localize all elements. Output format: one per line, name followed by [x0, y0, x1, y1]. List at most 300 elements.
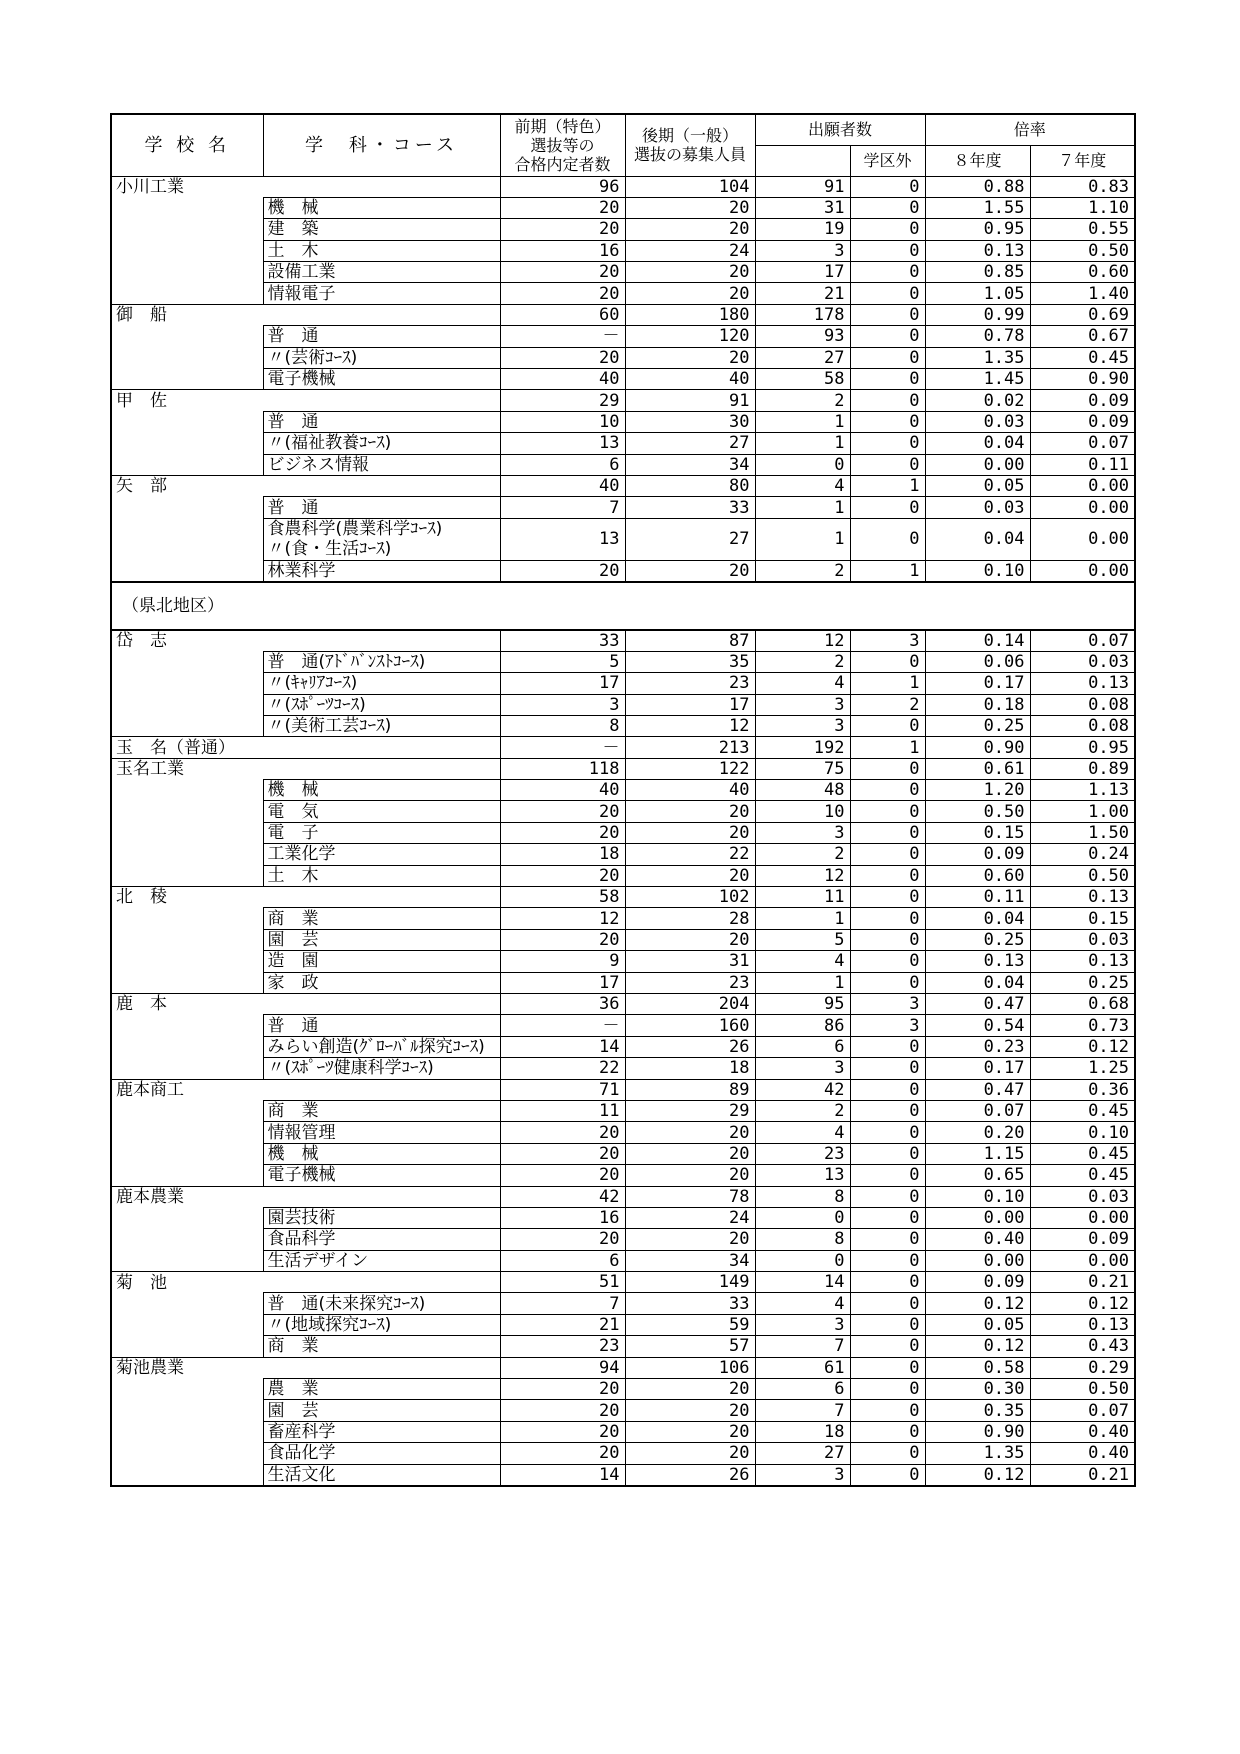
early-count: 13 — [500, 518, 625, 560]
applicant-count: 10 — [755, 801, 850, 822]
outside-count: 0 — [850, 651, 925, 672]
early-count: 58 — [500, 887, 625, 908]
ratio-y8: 0.47 — [925, 994, 1030, 1015]
table-row — [111, 651, 1135, 672]
school-name — [111, 411, 263, 432]
applicant-count: 3 — [755, 1058, 850, 1079]
applicant-count: 18 — [755, 1421, 850, 1442]
ratio-y7: 0.03 — [1030, 651, 1135, 672]
applicant-count: 178 — [755, 304, 850, 325]
outside-count: 0 — [850, 1379, 925, 1400]
late-quota: 20 — [625, 197, 755, 218]
late-quota: 33 — [625, 497, 755, 518]
school-row — [111, 887, 1135, 908]
ratio-y7: 1.13 — [1030, 780, 1135, 801]
ratio-y8: 0.04 — [925, 908, 1030, 929]
dept-cell: 食品科学 — [263, 1229, 500, 1250]
applicant-count: 2 — [755, 651, 850, 672]
outside-count: 1 — [850, 737, 925, 758]
late-quota: 89 — [625, 1079, 755, 1100]
school-row — [111, 176, 1135, 197]
dept-cell — [263, 518, 500, 560]
school-row — [111, 1186, 1135, 1207]
applicant-count: 14 — [755, 1272, 850, 1293]
dept-cell: 建 築 — [263, 219, 500, 240]
applicant-count: 1 — [755, 411, 850, 432]
early-count: 42 — [500, 1186, 625, 1207]
outside-count: 0 — [850, 951, 925, 972]
ratio-y8: 0.15 — [925, 822, 1030, 843]
school-name — [111, 822, 263, 843]
outside-count: 0 — [850, 1207, 925, 1228]
outside-count: 0 — [850, 1186, 925, 1207]
outside-count: 0 — [850, 1272, 925, 1293]
ratio-y8: 0.00 — [925, 1250, 1030, 1271]
dept-cell: 機 械 — [263, 780, 500, 801]
dept-cell: 機 械 — [263, 197, 500, 218]
ratio-y8: 0.09 — [925, 844, 1030, 865]
outside-count: 0 — [850, 411, 925, 432]
outside-count: 0 — [850, 758, 925, 779]
ratio-y8: 0.25 — [925, 715, 1030, 736]
late-quota: 59 — [625, 1314, 755, 1335]
applicant-count: 75 — [755, 758, 850, 779]
school-name — [111, 497, 263, 518]
outside-count: 0 — [850, 1250, 925, 1271]
school-name — [111, 240, 263, 261]
applicant-count: 4 — [755, 1122, 850, 1143]
ratio-y7: 0.60 — [1030, 262, 1135, 283]
late-quota: 33 — [625, 1293, 755, 1314]
ratio-y8: 0.04 — [925, 518, 1030, 560]
ratio-y7: 0.08 — [1030, 694, 1135, 715]
outside-count: 0 — [850, 1357, 925, 1378]
school-row — [111, 390, 1135, 411]
applicant-count: 2 — [755, 1100, 850, 1121]
ratio-y7: 1.25 — [1030, 1058, 1135, 1079]
table-row — [111, 1379, 1135, 1400]
ratio-y7: 0.00 — [1030, 475, 1135, 496]
late-quota: 20 — [625, 1400, 755, 1421]
ratio-y7: 0.11 — [1030, 454, 1135, 475]
outside-count: 0 — [850, 929, 925, 950]
ratio-y8: 0.00 — [925, 454, 1030, 475]
outside-count: 1 — [850, 673, 925, 694]
ratio-y7: 0.12 — [1030, 1293, 1135, 1314]
ratio-y8: 1.20 — [925, 780, 1030, 801]
table-row — [111, 240, 1135, 261]
dept-cell — [263, 887, 500, 908]
ratio-y7: 1.50 — [1030, 822, 1135, 843]
late-quota: 27 — [625, 518, 755, 560]
dept-cell — [263, 1079, 500, 1100]
school-name: 北 稜 — [111, 887, 263, 908]
school-name — [111, 1293, 263, 1314]
applicant-count: 91 — [755, 176, 850, 197]
dept-cell: 普 通(未来探究ｺｰｽ) — [263, 1293, 500, 1314]
school-name — [111, 865, 263, 886]
late-quota: 120 — [625, 326, 755, 347]
applicant-count: 1 — [755, 908, 850, 929]
ratio-y8: 0.40 — [925, 1229, 1030, 1250]
dept-cell — [263, 475, 500, 496]
early-count: 12 — [500, 908, 625, 929]
school-name: 鹿本農業 — [111, 1186, 263, 1207]
outside-count: 0 — [850, 1036, 925, 1057]
early-count: 16 — [500, 1207, 625, 1228]
applicant-count: 3 — [755, 694, 850, 715]
school-name — [111, 951, 263, 972]
ratio-y7: 0.00 — [1030, 560, 1135, 582]
applicant-count: 7 — [755, 1336, 850, 1357]
applicant-count: 19 — [755, 219, 850, 240]
ratio-y7: 0.40 — [1030, 1443, 1135, 1464]
header-year7: ７年度 — [1030, 145, 1135, 176]
dept-cell: 土 木 — [263, 865, 500, 886]
applicant-count: 3 — [755, 822, 850, 843]
school-name — [111, 694, 263, 715]
early-count: 18 — [500, 844, 625, 865]
table-row — [111, 1229, 1135, 1250]
applicant-count: 8 — [755, 1229, 850, 1250]
school-name — [111, 1229, 263, 1250]
school-name — [111, 347, 263, 368]
early-count: 17 — [500, 972, 625, 993]
early-count: 71 — [500, 1079, 625, 1100]
outside-count: 0 — [850, 176, 925, 197]
ratio-y8: 1.35 — [925, 347, 1030, 368]
ratio-y8: 0.03 — [925, 411, 1030, 432]
table-row — [111, 1400, 1135, 1421]
early-count: 60 — [500, 304, 625, 325]
ratio-y8: 0.95 — [925, 219, 1030, 240]
outside-count: 0 — [850, 844, 925, 865]
applicant-count: 3 — [755, 715, 850, 736]
applicant-count: 5 — [755, 929, 850, 950]
late-quota: 104 — [625, 176, 755, 197]
late-quota: 149 — [625, 1272, 755, 1293]
ratio-y7: 0.07 — [1030, 630, 1135, 652]
school-name: 御 船 — [111, 304, 263, 325]
dept-cell: 電子機械 — [263, 1165, 500, 1186]
early-count: 20 — [500, 347, 625, 368]
table-row — [111, 951, 1135, 972]
dept-cell: 電 気 — [263, 801, 500, 822]
early-count: 20 — [500, 1379, 625, 1400]
ratio-y8: 0.04 — [925, 972, 1030, 993]
dept-cell: 普 通 — [263, 326, 500, 347]
early-count: 7 — [500, 1293, 625, 1314]
outside-count: 0 — [850, 1400, 925, 1421]
outside-count: 0 — [850, 197, 925, 218]
header-late-l2: 選抜の募集人員 — [633, 145, 746, 165]
dept-cell: 造 園 — [263, 951, 500, 972]
dept-cell: 生活文化 — [263, 1464, 500, 1486]
ratio-y7: 0.55 — [1030, 219, 1135, 240]
applicant-count: 4 — [755, 475, 850, 496]
ratio-y7: 0.10 — [1030, 1122, 1135, 1143]
outside-count: 1 — [850, 475, 925, 496]
outside-count: 0 — [850, 1464, 925, 1486]
applicant-count: 27 — [755, 1443, 850, 1464]
table-row — [111, 497, 1135, 518]
table-row — [111, 972, 1135, 993]
early-count: 20 — [500, 1143, 625, 1164]
school-row — [111, 1272, 1135, 1293]
applicant-count: 1 — [755, 497, 850, 518]
table-row — [111, 1336, 1135, 1357]
ratio-y7: 0.21 — [1030, 1464, 1135, 1486]
late-quota: 80 — [625, 475, 755, 496]
ratio-y8: 0.12 — [925, 1336, 1030, 1357]
outside-count: 0 — [850, 972, 925, 993]
ratio-y7: 0.08 — [1030, 715, 1135, 736]
ratio-y8: 0.35 — [925, 1400, 1030, 1421]
dept-cell: 園 芸 — [263, 929, 500, 950]
early-count: 20 — [500, 865, 625, 886]
ratio-y7: 0.50 — [1030, 865, 1135, 886]
applicant-count: 192 — [755, 737, 850, 758]
applicant-count: 0 — [755, 1207, 850, 1228]
table-row — [111, 1421, 1135, 1442]
applicant-count: 3 — [755, 240, 850, 261]
outside-count: 0 — [850, 908, 925, 929]
applicant-count: 8 — [755, 1186, 850, 1207]
early-count: 20 — [500, 1122, 625, 1143]
outside-count: 0 — [850, 780, 925, 801]
table-row — [111, 908, 1135, 929]
applicant-count: 3 — [755, 1314, 850, 1335]
dept-cell — [263, 737, 500, 758]
dept-cell: 情報管理 — [263, 1122, 500, 1143]
outside-count: 0 — [850, 1314, 925, 1335]
late-quota: 20 — [625, 1122, 755, 1143]
applicant-count: 21 — [755, 283, 850, 304]
applicant-count: 1 — [755, 433, 850, 454]
outside-count: 0 — [850, 1336, 925, 1357]
ratio-y7: 0.45 — [1030, 347, 1135, 368]
dept-cell — [263, 390, 500, 411]
late-quota: 26 — [625, 1036, 755, 1057]
outside-count: 0 — [850, 865, 925, 886]
school-name — [111, 219, 263, 240]
school-name: 玉名工業 — [111, 758, 263, 779]
school-name — [111, 560, 263, 582]
outside-count: 0 — [850, 1421, 925, 1442]
dept-cell — [263, 1272, 500, 1293]
early-count: － — [500, 1015, 625, 1036]
applicant-count: 0 — [755, 454, 850, 475]
dept-cell: 〃(ｷｬﾘｱｺｰｽ) — [263, 673, 500, 694]
table-row — [111, 1165, 1135, 1186]
school-name: 鹿本商工 — [111, 1079, 263, 1100]
early-count: 3 — [500, 694, 625, 715]
table-row — [111, 433, 1135, 454]
applicant-count: 3 — [755, 1464, 850, 1486]
ratio-y7: 0.12 — [1030, 1036, 1135, 1057]
late-quota: 23 — [625, 673, 755, 694]
outside-count: 3 — [850, 1015, 925, 1036]
table-row — [111, 560, 1135, 582]
late-quota: 91 — [625, 390, 755, 411]
ratio-y8: 0.02 — [925, 390, 1030, 411]
ratio-y7: 0.03 — [1030, 929, 1135, 950]
ratio-y7: 0.15 — [1030, 908, 1135, 929]
region-row — [111, 582, 1135, 630]
outside-count: 0 — [850, 369, 925, 390]
outside-count: 0 — [850, 1058, 925, 1079]
applicant-count: 7 — [755, 1400, 850, 1421]
dept-cell: 園芸技術 — [263, 1207, 500, 1228]
early-count: 17 — [500, 673, 625, 694]
ratio-y7: 1.00 — [1030, 801, 1135, 822]
early-count: － — [500, 326, 625, 347]
table-row — [111, 326, 1135, 347]
late-quota: 34 — [625, 1250, 755, 1271]
header-year8: ８年度 — [925, 145, 1030, 176]
ratio-y8: 1.15 — [925, 1143, 1030, 1164]
early-count: 14 — [500, 1464, 625, 1486]
applicant-count: 11 — [755, 887, 850, 908]
table-row — [111, 801, 1135, 822]
ratio-y7: 0.83 — [1030, 176, 1135, 197]
table-row — [111, 865, 1135, 886]
early-count: 13 — [500, 433, 625, 454]
school-name — [111, 1143, 263, 1164]
ratio-y8: 0.12 — [925, 1293, 1030, 1314]
outside-count: 0 — [850, 801, 925, 822]
dept-cell: 機 械 — [263, 1143, 500, 1164]
late-quota: 24 — [625, 240, 755, 261]
applicant-count: 27 — [755, 347, 850, 368]
dept-cell: 普 通 — [263, 411, 500, 432]
table-row — [111, 1036, 1135, 1057]
early-count: 6 — [500, 1250, 625, 1271]
ratio-y7: 0.40 — [1030, 1421, 1135, 1442]
table-row — [111, 1314, 1135, 1335]
school-name — [111, 1036, 263, 1057]
ratio-y8: 0.14 — [925, 630, 1030, 652]
ratio-y7: 0.36 — [1030, 1079, 1135, 1100]
early-count: 9 — [500, 951, 625, 972]
ratio-y8: 0.10 — [925, 560, 1030, 582]
table-row — [111, 262, 1135, 283]
school-name — [111, 1100, 263, 1121]
ratio-y7: 0.21 — [1030, 1272, 1135, 1293]
header-outside-district: 学区外 — [850, 145, 925, 176]
dept-cell: 生活デザイン — [263, 1250, 500, 1271]
outside-count: 0 — [850, 283, 925, 304]
early-count: 20 — [500, 929, 625, 950]
late-quota: 31 — [625, 951, 755, 972]
school-name — [111, 715, 263, 736]
ratio-y7: 0.45 — [1030, 1165, 1135, 1186]
outside-count: 0 — [850, 887, 925, 908]
ratio-y7: 0.07 — [1030, 433, 1135, 454]
school-name — [111, 433, 263, 454]
header-late-l1: 後期（一般） — [641, 126, 738, 146]
school-name: 菊池農業 — [111, 1357, 263, 1378]
early-count: 20 — [500, 1443, 625, 1464]
dept-cell: 土 木 — [263, 240, 500, 261]
table-row — [111, 411, 1135, 432]
dept-cell: 電 子 — [263, 822, 500, 843]
outside-count: 3 — [850, 994, 925, 1015]
table-row — [111, 715, 1135, 736]
school-name: 甲 佐 — [111, 390, 263, 411]
ratio-y8: 1.45 — [925, 369, 1030, 390]
table-row — [111, 673, 1135, 694]
school-name: 菊 池 — [111, 1272, 263, 1293]
school-name — [111, 1400, 263, 1421]
ratio-y8: 1.05 — [925, 283, 1030, 304]
school-name — [111, 929, 263, 950]
ratio-y7: 0.29 — [1030, 1357, 1135, 1378]
late-quota: 20 — [625, 347, 755, 368]
dept-cell: 商 業 — [263, 1100, 500, 1121]
ratio-y7: 0.67 — [1030, 326, 1135, 347]
early-count: 36 — [500, 994, 625, 1015]
late-quota: 106 — [625, 1357, 755, 1378]
table-row — [111, 1464, 1135, 1486]
ratio-y8: 0.58 — [925, 1357, 1030, 1378]
header-early-l2: 選抜等の — [530, 135, 595, 155]
ratio-y8: 0.04 — [925, 433, 1030, 454]
table-row — [111, 454, 1135, 475]
late-quota: 35 — [625, 651, 755, 672]
applicant-count: 86 — [755, 1015, 850, 1036]
school-name — [111, 1207, 263, 1228]
dept-cell: 普 通 — [263, 497, 500, 518]
late-quota: 20 — [625, 283, 755, 304]
school-name — [111, 283, 263, 304]
applicant-count: 48 — [755, 780, 850, 801]
ratio-y7: 0.69 — [1030, 304, 1135, 325]
ratio-y8: 0.90 — [925, 1421, 1030, 1442]
dept-line-2: 〃(食・生活ｺｰｽ) — [267, 539, 392, 560]
outside-count: 2 — [850, 694, 925, 715]
late-quota: 20 — [625, 1229, 755, 1250]
ratio-y8: 0.09 — [925, 1272, 1030, 1293]
outside-count: 0 — [850, 454, 925, 475]
ratio-y8: 0.10 — [925, 1186, 1030, 1207]
dept-cell — [263, 1357, 500, 1378]
dept-cell: 設備工業 — [263, 262, 500, 283]
school-name — [111, 801, 263, 822]
outside-count: 0 — [850, 1229, 925, 1250]
ratio-y7: 0.43 — [1030, 1336, 1135, 1357]
school-name — [111, 454, 263, 475]
dept-cell: 林業科学 — [263, 560, 500, 582]
late-quota: 20 — [625, 801, 755, 822]
outside-count: 0 — [850, 1100, 925, 1121]
early-count: 20 — [500, 560, 625, 582]
late-quota: 30 — [625, 411, 755, 432]
early-count: 22 — [500, 1058, 625, 1079]
applicant-count: 6 — [755, 1379, 850, 1400]
ratio-y7: 0.00 — [1030, 518, 1135, 560]
ratio-y7: 0.13 — [1030, 951, 1135, 972]
dept-cell: 電子機械 — [263, 369, 500, 390]
ratio-y8: 0.03 — [925, 497, 1030, 518]
early-count: 21 — [500, 1314, 625, 1335]
outside-count: 0 — [850, 518, 925, 560]
table-row — [111, 844, 1135, 865]
ratio-y7: 0.50 — [1030, 1379, 1135, 1400]
dept-cell: 家 政 — [263, 972, 500, 993]
early-count: 40 — [500, 780, 625, 801]
ratio-y7: 0.09 — [1030, 1229, 1135, 1250]
